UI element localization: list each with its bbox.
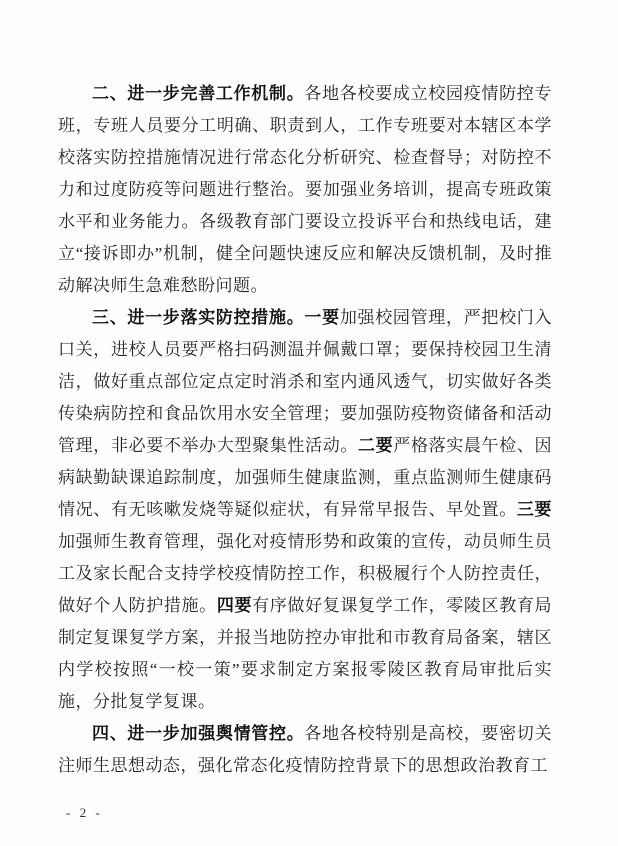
document-body — [58, 78, 552, 782]
emphasis-run: 二要 — [358, 436, 394, 455]
paragraph — [58, 78, 552, 302]
emphasis-run: 三要 — [516, 500, 553, 519]
text-run: 加强校园管理，严把校门入口关，进校人员要严格扫码测温并佩戴口罩；要保持校园卫生清洁，做好重点部位定点定时消杀和室内通风透气，切实做好各类传染病防控和食品饮用水安全管理；要加强防疫物资储备和活动管理，非必要不举办大型聚集性活动。 — [58, 308, 553, 455]
emphasis-run: 四、进一步加强舆情管控。 — [92, 724, 305, 743]
text-run: 各地各校要成立校园疫情防控专班，专班人员要分工明确、职责到人，工作专班要对本辖区本学校落实防控措施情况进行常态化分析研究、检查督导；对防控不力和过度防疫等问题进行整治。要加强业务培训，提高专班政策水平和业务能力。各级教育部门要设立投诉平台和热线电话，建立“接诉即办”机制，健全问题快速反应和解决反馈机制，及时推动解决师生急难愁盼问题。 — [58, 84, 553, 295]
text-run: 各地各校特别是高校，要密切关注师生思想动态，强化常态化疫情防控背景下的思想政治教育工 — [58, 724, 553, 775]
emphasis-run: 三、进一步落实防控措施。 — [92, 308, 305, 327]
emphasis-run: 四要 — [216, 596, 253, 615]
emphasis-run: 二、进一步完善工作机制。 — [92, 84, 305, 103]
text-run: 严格落实晨午检、因病缺勤缺课追踪制度，加强师生健康监测，重点监测师生健康码情况、有无咳嗽发烧等疑似症状，有异常早报告、早处置。 — [58, 436, 553, 519]
paragraph — [58, 718, 552, 782]
paragraph — [58, 302, 552, 718]
text-run: 加强师生教育管理，强化对疫情形势和政策的宣传，动员师生员工及家长配合支持学校疫情防控工作，积极履行个人防控责任，做好个人防护措施。 — [58, 532, 552, 615]
text-run: 有序做好复课复学工作，零陵区教育局制定复课复学方案，并报当地防控办审批和市教育局备案，辖区内学校按照“一校一策”要求制定方案报零陵区教育局审批后实施，分批复学复课。 — [58, 596, 553, 711]
page-number: - 2 - — [66, 805, 103, 820]
emphasis-run: 一要 — [304, 308, 340, 327]
